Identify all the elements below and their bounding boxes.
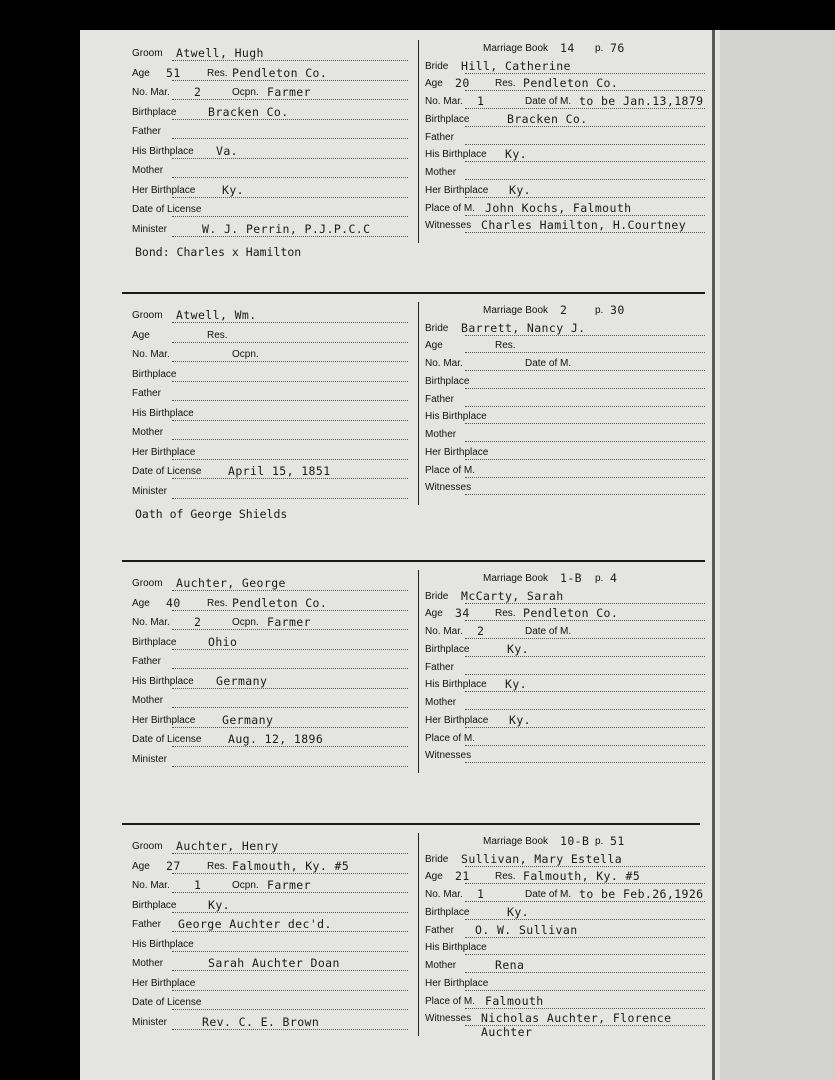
bride-birthplace-label: Birthplace	[425, 375, 470, 387]
groom-date-of-license: Aug. 12, 1896	[228, 732, 324, 746]
dotted-leader	[465, 161, 705, 162]
groom-name: Atwell, Hugh	[176, 46, 264, 60]
groom-father-label: Father	[132, 126, 161, 137]
bride-date-of-m-label: Date of M.	[525, 626, 572, 638]
dotted-leader	[465, 674, 705, 675]
marriage-book-number: 10-B	[560, 834, 590, 848]
groom-age-label: Age	[132, 329, 150, 341]
bride-birthplace-label: Birthplace	[425, 113, 470, 125]
bride-age-label: Age	[425, 78, 443, 90]
dotted-leader	[172, 361, 408, 362]
bride-no-mar-label: No. Mar.	[425, 889, 463, 901]
groom-name: Atwell, Wm.	[176, 308, 257, 322]
card-separator-rule	[122, 823, 700, 825]
bride-name: Barrett, Nancy J.	[461, 320, 586, 335]
dotted-leader	[172, 912, 408, 913]
dotted-leader	[172, 873, 408, 874]
bride-bride-label: Bride	[425, 60, 449, 72]
bride-birthplace: Ky.	[507, 904, 529, 919]
dotted-leader	[465, 370, 705, 371]
bride-birthplace: Ky.	[507, 641, 529, 656]
bride-birthplace-label: Birthplace	[425, 906, 470, 918]
dotted-leader	[172, 951, 408, 952]
bride-mother-label: Mother	[425, 429, 457, 441]
dotted-leader	[172, 478, 408, 479]
bride-his-birthplace: Ky.	[505, 677, 527, 692]
groom-her-birthplace-label: Her Birthplace	[132, 977, 196, 989]
bride-his-birthplace: Ky.	[505, 147, 527, 162]
groom-age-label: Age	[132, 597, 150, 609]
marriage-book-label: Marriage Book	[483, 43, 549, 54]
groom-date-of-license-label: Date of License	[132, 204, 202, 215]
bride-mother-label: Mother	[425, 697, 457, 709]
bride-date-of-m: to be Feb.26,1926	[579, 887, 704, 902]
dotted-leader	[172, 99, 408, 100]
groom-ocpn: Farmer	[267, 878, 311, 892]
dotted-leader	[465, 144, 705, 145]
dotted-leader	[465, 232, 705, 233]
groom-his-birthplace-label: His Birthplace	[132, 675, 194, 687]
dotted-leader	[172, 707, 408, 708]
marriage-book-p-label: p.	[595, 573, 604, 584]
bride-age: 34	[455, 606, 470, 621]
dotted-leader	[172, 1009, 408, 1010]
bride-age: 20	[455, 76, 470, 91]
groom-res-label: Res.	[207, 329, 228, 341]
card-separator-rule	[122, 560, 705, 562]
marriage-book-number: 2	[560, 303, 568, 317]
bride-her-birthplace-label: Her Birthplace	[425, 184, 489, 196]
dotted-leader	[465, 73, 705, 74]
bride-res: Pendleton Co.	[523, 606, 619, 621]
dotted-leader	[465, 1008, 705, 1009]
groom-no-mar: 1	[194, 878, 202, 892]
dotted-leader	[465, 691, 705, 692]
bride-her-birthplace-label: Her Birthplace	[425, 446, 489, 458]
bride-no-mar-label: No. Mar.	[425, 626, 463, 638]
page-seam	[712, 30, 715, 1080]
groom-her-birthplace-label: Her Birthplace	[132, 184, 196, 196]
groom-father: George Auchter dec'd.	[178, 917, 332, 931]
groom-name: Auchter, Henry	[176, 839, 279, 853]
bride-witnesses-label: Witnesses	[425, 482, 472, 494]
dotted-leader	[465, 179, 705, 180]
groom-his-birthplace-label: His Birthplace	[132, 145, 194, 157]
bride-age: 21	[455, 869, 470, 884]
bride-mother-label: Mother	[425, 960, 457, 972]
bride-her-birthplace-label: Her Birthplace	[425, 714, 489, 726]
groom-mother: Sarah Auchter Doan	[208, 956, 340, 970]
groom-res: Falmouth, Ky. #5	[232, 858, 350, 873]
bride-her-birthplace: Ky.	[509, 712, 531, 727]
bride-no-mar-label: No. Mar.	[425, 96, 463, 108]
dotted-leader	[172, 668, 408, 669]
bride-father-label: Father	[425, 924, 454, 936]
marriage-book-label: Marriage Book	[483, 305, 549, 316]
dotted-leader	[172, 990, 408, 991]
bride-date-of-m: to be Jan.13,1879	[579, 94, 704, 109]
bride-no-mar: 2	[477, 624, 485, 639]
card-note: Bond: Charles x Hamilton	[135, 245, 302, 259]
dotted-leader	[465, 954, 705, 955]
groom-age: 27	[166, 858, 181, 873]
dotted-leader	[172, 649, 408, 650]
dotted-leader	[172, 439, 408, 440]
dotted-leader	[465, 406, 705, 407]
bride-name: McCarty, Sarah	[461, 588, 564, 603]
dotted-leader	[465, 90, 705, 91]
marriage-book-p-label: p.	[595, 305, 604, 316]
dotted-leader	[172, 381, 408, 382]
bride-witnesses-label: Witnesses	[425, 220, 472, 232]
groom-groom-label: Groom	[132, 578, 163, 589]
marriage-book-page: 30	[610, 303, 625, 317]
dotted-leader	[172, 459, 408, 460]
bride-birthplace-label: Birthplace	[425, 643, 470, 655]
dotted-leader	[172, 970, 408, 971]
bride-his-birthplace-label: His Birthplace	[425, 411, 487, 423]
bride-date-of-m-label: Date of M.	[525, 96, 572, 108]
dotted-leader	[172, 420, 408, 421]
groom-res: Pendleton Co.	[232, 595, 328, 610]
dotted-leader	[172, 727, 408, 728]
groom-no-mar-label: No. Mar.	[132, 617, 170, 628]
dotted-leader	[465, 494, 705, 495]
groom-his-birthplace: Germany	[216, 673, 268, 688]
groom-birthplace-label: Birthplace	[132, 636, 177, 648]
groom-minister: Rev. C. E. Brown	[202, 1014, 320, 1029]
bride-bride-label: Bride	[425, 853, 449, 865]
bride-place-of-m-label: Place of M.	[425, 995, 476, 1007]
bride-date-of-m-label: Date of M.	[525, 889, 572, 901]
groom-her-birthplace: Germany	[222, 712, 274, 727]
bride-age-label: Age	[425, 340, 443, 352]
dotted-leader	[465, 335, 705, 336]
dotted-leader	[465, 477, 705, 478]
groom-minister-label: Minister	[132, 223, 168, 235]
bride-place-of-m-label: Place of M.	[425, 202, 476, 214]
card-divider	[418, 833, 419, 1036]
marriage-book-page: 4	[610, 571, 618, 585]
marriage-book-number: 1-B	[560, 571, 582, 585]
bride-no-mar: 1	[477, 94, 485, 109]
dotted-leader	[172, 1029, 408, 1030]
groom-mother-label: Mother	[132, 165, 164, 176]
adjacent-page-strip	[720, 30, 835, 1080]
groom-ocpn-label: Ocpn.	[232, 349, 259, 360]
dotted-leader	[465, 108, 705, 109]
bride-res-label: Res.	[495, 608, 516, 620]
groom-mother-label: Mother	[132, 427, 164, 438]
dotted-leader	[465, 126, 705, 127]
dotted-leader	[465, 866, 705, 867]
bride-bride-label: Bride	[425, 322, 449, 334]
bride-witnesses: Charles Hamilton, H.Courtney	[481, 218, 687, 233]
bride-father-label: Father	[425, 661, 454, 673]
bride-place-of-m: Falmouth	[485, 993, 544, 1008]
bride-res: Pendleton Co.	[523, 76, 619, 91]
dotted-leader	[172, 216, 408, 217]
dotted-leader	[465, 727, 705, 728]
bride-place-of-m: John Kochs, Falmouth	[485, 200, 632, 215]
groom-no-mar-label: No. Mar.	[132, 349, 170, 360]
dotted-leader	[172, 342, 408, 343]
dotted-leader	[172, 590, 408, 591]
dotted-leader	[172, 177, 408, 178]
bride-mother-label: Mother	[425, 167, 457, 179]
groom-minister-label: Minister	[132, 1016, 168, 1028]
groom-mother-label: Mother	[132, 695, 164, 706]
groom-birthplace-label: Birthplace	[132, 368, 177, 380]
dotted-leader	[172, 853, 408, 854]
groom-her-birthplace-label: Her Birthplace	[132, 714, 196, 726]
groom-res-label: Res.	[207, 67, 228, 79]
groom-age-label: Age	[132, 67, 150, 79]
dotted-leader	[465, 972, 705, 973]
dotted-leader	[172, 119, 408, 120]
dotted-leader	[465, 215, 705, 216]
bride-date-of-m-label: Date of M.	[525, 358, 572, 370]
groom-no-mar-label: No. Mar.	[132, 880, 170, 891]
groom-father-label: Father	[132, 919, 161, 930]
bride-mother: Rena	[495, 958, 525, 973]
bride-no-mar-label: No. Mar.	[425, 358, 463, 370]
dotted-leader	[465, 883, 705, 884]
dotted-leader	[172, 322, 408, 323]
card-separator-rule	[122, 292, 705, 294]
bride-place-of-m-label: Place of M.	[425, 732, 476, 744]
groom-her-birthplace: Ky.	[222, 182, 244, 197]
dotted-leader	[465, 745, 705, 746]
dotted-leader	[172, 158, 408, 159]
groom-age: 40	[166, 595, 181, 610]
groom-birthplace: Bracken Co.	[208, 104, 289, 119]
groom-groom-label: Groom	[132, 48, 163, 59]
dotted-leader	[172, 60, 408, 61]
bride-witnesses-label: Witnesses	[425, 750, 472, 762]
bride-father: O. W. Sullivan	[475, 922, 578, 937]
bride-birthplace: Bracken Co.	[507, 111, 588, 126]
groom-date-of-license: April 15, 1851	[228, 464, 331, 478]
dotted-leader	[465, 937, 705, 938]
card-note: Oath of George Shields	[135, 507, 288, 521]
bride-res-label: Res.	[495, 871, 516, 883]
marriage-book-p-label: p.	[595, 43, 604, 54]
marriage-book-page: 76	[610, 41, 625, 55]
dotted-leader	[465, 459, 705, 460]
bride-name: Sullivan, Mary Estella	[461, 851, 623, 866]
dotted-leader	[465, 919, 705, 920]
groom-date-of-license-label: Date of License	[132, 466, 202, 477]
dotted-leader	[172, 629, 408, 630]
groom-no-mar: 2	[194, 85, 202, 99]
groom-age-label: Age	[132, 860, 150, 872]
groom-ocpn: Farmer	[267, 615, 311, 629]
bride-name: Hill, Catherine	[461, 58, 571, 73]
groom-his-birthplace-label: His Birthplace	[132, 407, 194, 419]
groom-date-of-license-label: Date of License	[132, 734, 202, 745]
groom-minister: W. J. Perrin, P.J.P.C.C	[202, 221, 371, 236]
bride-age-label: Age	[425, 608, 443, 620]
groom-res-label: Res.	[207, 860, 228, 872]
groom-father-label: Father	[132, 656, 161, 667]
groom-no-mar-label: No. Mar.	[132, 87, 170, 98]
dotted-leader	[465, 388, 705, 389]
bride-his-birthplace-label: His Birthplace	[425, 942, 487, 954]
groom-minister-label: Minister	[132, 485, 168, 497]
dotted-leader	[172, 892, 408, 893]
card-divider	[418, 40, 419, 243]
bride-his-birthplace-label: His Birthplace	[425, 679, 487, 691]
bride-no-mar: 1	[477, 887, 485, 902]
bride-father-label: Father	[425, 393, 454, 405]
dotted-leader	[465, 620, 705, 621]
bride-res-label: Res.	[495, 340, 516, 352]
groom-ocpn-label: Ocpn.	[232, 617, 259, 628]
bride-bride-label: Bride	[425, 590, 449, 602]
bride-witnesses-label: Witnesses	[425, 1013, 472, 1025]
dotted-leader	[172, 197, 408, 198]
bride-her-birthplace: Ky.	[509, 182, 531, 197]
dotted-leader	[465, 197, 705, 198]
groom-birthplace-label: Birthplace	[132, 106, 177, 118]
dotted-leader	[465, 656, 705, 657]
dotted-leader	[465, 441, 705, 442]
groom-father-label: Father	[132, 388, 161, 399]
groom-birthplace-label: Birthplace	[132, 899, 177, 911]
dotted-leader	[172, 688, 408, 689]
dotted-leader	[465, 603, 705, 604]
groom-name: Auchter, George	[176, 576, 286, 590]
bride-res-label: Res.	[495, 78, 516, 90]
marriage-book-label: Marriage Book	[483, 573, 549, 584]
dotted-leader	[465, 990, 705, 991]
dotted-leader	[172, 498, 408, 499]
groom-his-birthplace-label: His Birthplace	[132, 938, 194, 950]
groom-no-mar: 2	[194, 615, 202, 629]
bride-father-label: Father	[425, 131, 454, 143]
dotted-leader	[172, 138, 408, 139]
dotted-leader	[465, 423, 705, 424]
groom-groom-label: Groom	[132, 841, 163, 852]
dotted-leader	[465, 352, 705, 353]
groom-his-birthplace: Va.	[216, 143, 238, 158]
dotted-leader	[172, 80, 408, 81]
groom-birthplace: Ohio	[208, 634, 238, 649]
bride-age-label: Age	[425, 871, 443, 883]
dotted-leader	[172, 746, 408, 747]
bride-place-of-m-label: Place of M.	[425, 464, 476, 476]
dotted-leader	[172, 400, 408, 401]
bride-her-birthplace-label: Her Birthplace	[425, 977, 489, 989]
marriage-book-p-label: p.	[595, 836, 604, 847]
groom-her-birthplace-label: Her Birthplace	[132, 446, 196, 458]
bride-his-birthplace-label: His Birthplace	[425, 149, 487, 161]
bride-res: Falmouth, Ky. #5	[523, 869, 641, 884]
groom-res-label: Res.	[207, 597, 228, 609]
marriage-book-page: 51	[610, 834, 625, 848]
marriage-book-number: 14	[560, 41, 575, 55]
groom-ocpn: Farmer	[267, 85, 311, 99]
dotted-leader	[465, 901, 705, 902]
groom-birthplace: Ky.	[208, 897, 230, 912]
groom-ocpn-label: Ocpn.	[232, 87, 259, 98]
dotted-leader	[465, 709, 705, 710]
dotted-leader	[172, 610, 408, 611]
groom-groom-label: Groom	[132, 310, 163, 321]
groom-mother-label: Mother	[132, 958, 164, 969]
groom-date-of-license-label: Date of License	[132, 997, 202, 1008]
groom-minister-label: Minister	[132, 753, 168, 765]
marriage-book-label: Marriage Book	[483, 836, 549, 847]
dotted-leader	[172, 766, 408, 767]
bride-witnesses: Nicholas Auchter, Florence Auchter	[481, 1011, 672, 1040]
dotted-leader	[465, 762, 705, 763]
dotted-leader	[172, 931, 408, 932]
dotted-leader	[172, 236, 408, 237]
groom-res: Pendleton Co.	[232, 65, 328, 80]
dotted-leader	[465, 638, 705, 639]
groom-ocpn-label: Ocpn.	[232, 880, 259, 891]
card-divider	[418, 302, 419, 505]
groom-age: 51	[166, 65, 181, 80]
card-divider	[418, 570, 419, 773]
